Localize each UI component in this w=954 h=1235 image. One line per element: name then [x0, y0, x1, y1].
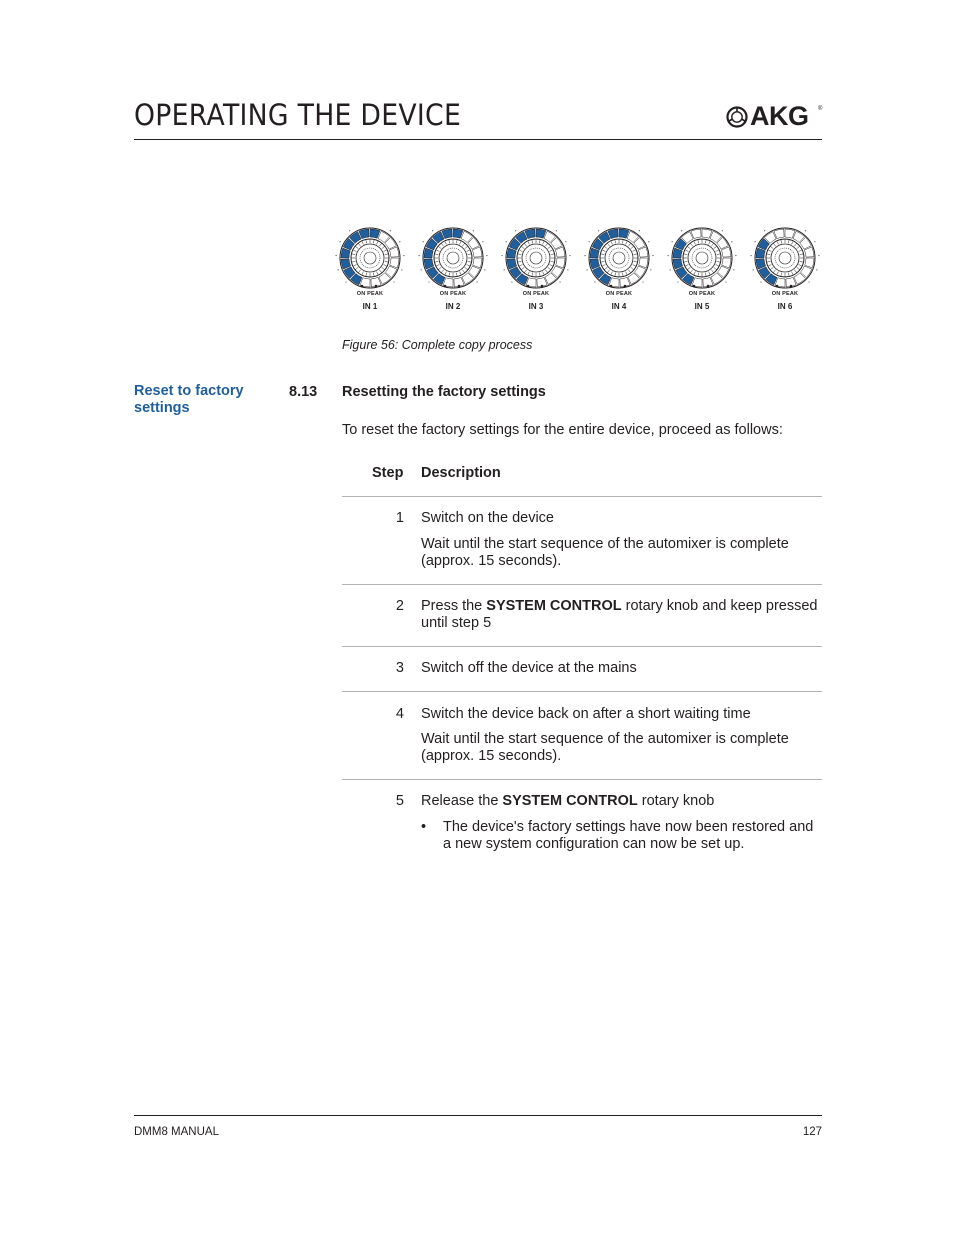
step-text-pre: Press the	[421, 598, 487, 614]
knob-input-label: IN 5	[694, 302, 710, 311]
input-knob	[418, 226, 488, 316]
step-number: 2	[395, 598, 404, 614]
section-title: Resetting the factory settings	[342, 384, 546, 400]
knob-on-peak-label: ON PEAK	[439, 291, 467, 297]
step-text-bold: SYSTEM CONTROL	[502, 793, 638, 809]
column-header-step: Step	[372, 465, 404, 481]
knob-graphic	[501, 226, 571, 290]
table-rule	[342, 646, 822, 647]
side-heading: Reset to factory settings	[134, 383, 244, 416]
input-knob	[750, 226, 820, 316]
table-rule	[342, 779, 822, 780]
knob-graphic	[750, 226, 820, 290]
knob-input-label: IN 6	[777, 302, 793, 311]
akg-emblem-icon	[726, 106, 748, 128]
bullet-icon: •	[421, 819, 427, 835]
step-text: Switch the device back on after a short waiting time	[421, 706, 751, 722]
step-text-post: rotary knob	[637, 793, 715, 809]
step-number: 4	[395, 706, 404, 722]
table-rule	[342, 584, 822, 585]
knob-graphic	[335, 226, 405, 290]
intro-paragraph: To reset the factory settings for the entire device, proceed as follows:	[342, 422, 783, 438]
knob-on-peak-label: ON PEAK	[688, 291, 716, 297]
logo-registered-mark: ®	[818, 106, 823, 112]
step-note: Wait until the start sequence of the automixer is complete (approx. 15 seconds).	[421, 731, 789, 764]
knob-input-label: IN 3	[528, 302, 544, 311]
section-number: 8.13	[289, 384, 318, 400]
knob-on-peak-label: ON PEAK	[356, 291, 384, 297]
step-note: Wait until the start sequence of the automixer is complete (approx. 15 seconds).	[421, 536, 789, 569]
akg-logo	[726, 101, 824, 132]
page-title: OPERATING THE DEVICE	[134, 98, 462, 132]
figure-caption: Figure 56: Complete copy process	[342, 338, 533, 352]
knob-input-label: IN 4	[611, 302, 627, 311]
step-number: 5	[395, 793, 404, 809]
step-text	[421, 793, 821, 810]
step-text-pre: Release the	[421, 793, 503, 809]
table-rule	[342, 691, 822, 692]
knob-graphic	[418, 226, 488, 290]
table-rule	[342, 496, 822, 497]
step-number: 3	[395, 660, 404, 676]
header-rule	[134, 139, 822, 140]
footer-page-number: 127	[802, 1126, 822, 1138]
knob-input-label: IN 2	[445, 302, 461, 311]
figure-knob-row	[335, 226, 835, 316]
step-text-post: rotary knob and keep pressed until step 5	[421, 598, 818, 631]
knob-on-peak-label: ON PEAK	[771, 291, 799, 297]
step-text: Switch on the device	[421, 510, 554, 526]
knob-graphic	[667, 226, 737, 290]
knob-on-peak-label: ON PEAK	[522, 291, 550, 297]
footer-rule	[134, 1115, 822, 1116]
input-knob	[501, 226, 571, 316]
knob-graphic	[584, 226, 654, 290]
logo-text: AKG	[750, 101, 809, 131]
bullet-text: The device's factory settings have now been restored and a new system configuration can now be set up.	[443, 819, 814, 852]
input-knob	[335, 226, 405, 316]
footer-manual-name: DMM8 MANUAL	[134, 1126, 219, 1138]
input-knob	[667, 226, 737, 316]
step-text: Switch off the device at the mains	[421, 660, 637, 676]
step-text	[421, 598, 821, 632]
step-text-bold: SYSTEM CONTROL	[486, 598, 622, 614]
input-knob	[584, 226, 654, 316]
step-number: 1	[395, 510, 404, 526]
column-header-description: Description	[421, 465, 501, 481]
knob-input-label: IN 1	[362, 302, 378, 311]
knob-on-peak-label: ON PEAK	[605, 291, 633, 297]
